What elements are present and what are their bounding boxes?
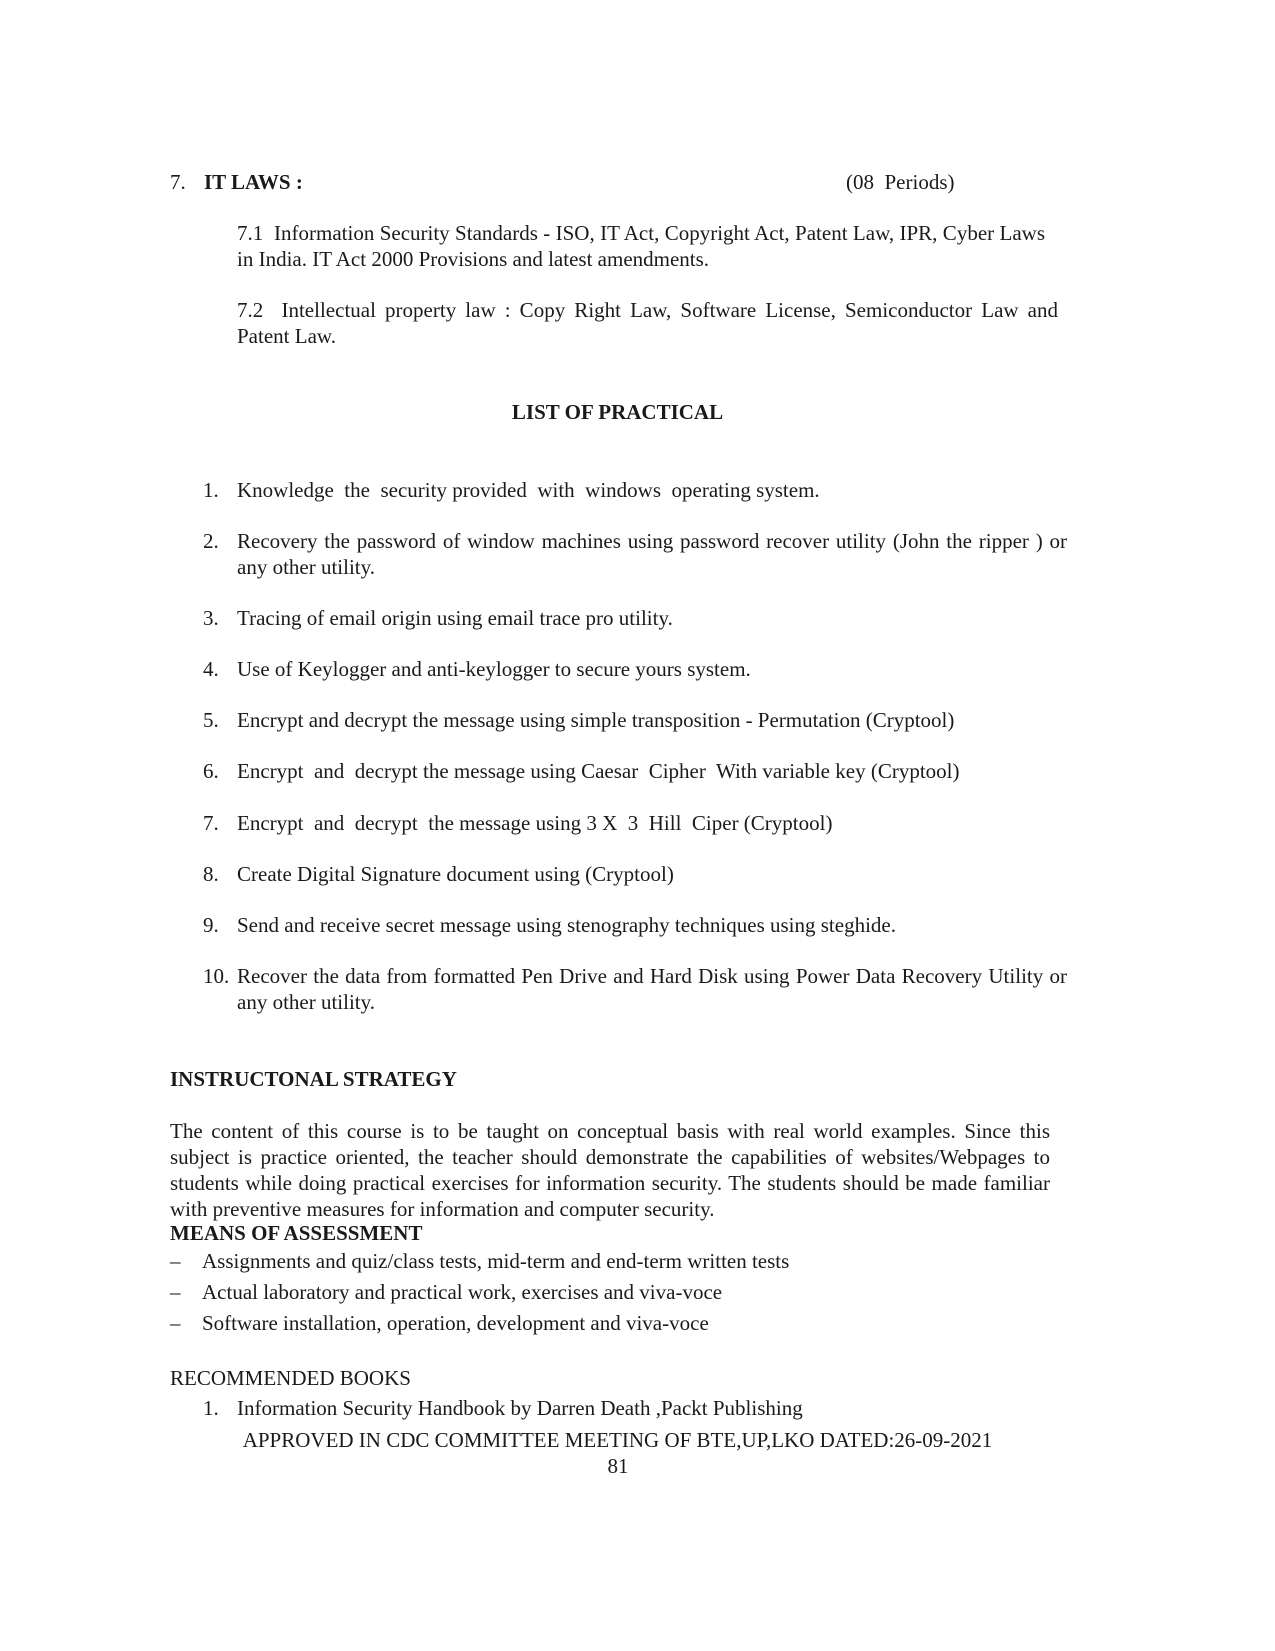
practicals-heading: LIST OF PRACTICAL	[511, 400, 724, 424]
page-number: 81	[607, 1454, 629, 1478]
subsection-number: 7.2	[237, 298, 264, 322]
practical-text: Encrypt and decrypt the message using simple transposition - Permutation (Cryptool)	[237, 708, 955, 732]
practical-number: 3.	[203, 606, 219, 630]
practical-text: Recover the data from formatted Pen Drive and Hard Disk using Power Data Recovery Utility or any other utility.	[237, 964, 1067, 1014]
assessment-text: Assignments and quiz/class tests, mid-term and end-term written tests	[202, 1249, 790, 1273]
bullet-dash: –	[170, 1249, 181, 1273]
assessment-heading: MEANS OF ASSESSMENT	[170, 1221, 423, 1245]
practical-text: Encrypt and decrypt the message using 3 X 3 Hill Ciper (Cryptool)	[237, 811, 833, 835]
subsection-number: 7.1	[237, 221, 264, 245]
practical-number: 1.	[203, 478, 219, 502]
section-periods: (08 Periods)	[846, 170, 955, 194]
subsection-text: Information Security Standards - ISO, IT Act, Copyright Act, Patent Law, IPR, Cyber Laws in India. IT Act 2000 Provisions and latest amendments.	[237, 221, 1045, 271]
practical-text: Knowledge the security provided with windows operating system.	[237, 478, 820, 502]
practical-text: Recovery the password of window machines using password recover utility (John the ripper ) or any other utility.	[237, 529, 1067, 579]
practical-text: Send and receive secret message using stenography techniques using steghide.	[237, 913, 896, 937]
practical-text: Use of Keylogger and anti-keylogger to secure yours system.	[237, 657, 751, 681]
subsection-7-2	[237, 297, 1058, 349]
bullet-dash: –	[170, 1280, 181, 1304]
practical-number: 10.	[203, 964, 230, 988]
practical-number: 4.	[203, 657, 219, 681]
practical-number: 8.	[203, 862, 219, 886]
practical-text: Tracing of email origin using email trace pro utility.	[237, 606, 673, 630]
books-heading: RECOMMENDED BOOKS	[170, 1366, 411, 1390]
practical-number: 7.	[203, 811, 219, 835]
strategy-heading: INSTRUCTONAL STRATEGY	[170, 1067, 457, 1091]
assessment-text: Software installation, operation, development and viva-voce	[202, 1311, 709, 1335]
practical-number: 2.	[203, 529, 219, 553]
book-text: Information Security Handbook by Darren Death ,Packt Publishing	[237, 1396, 803, 1420]
bullet-dash: –	[170, 1311, 181, 1335]
practical-text: Create Digital Signature document using (Cryptool)	[237, 862, 674, 886]
approval-footer: APPROVED IN CDC COMMITTEE MEETING OF BTE,UP,LKO DATED:26-09-2021	[242, 1428, 993, 1452]
section-number: 7.	[170, 170, 186, 194]
strategy-paragraph: The content of this course is to be taught on conceptual basis with real world examples. Since this subject is practice oriented, the teacher should demonstrate the capabilities of websites/Webpages to students while doing practical exercises for information security. The students should be made familiar with preventive measures for information and computer security.	[170, 1119, 1050, 1221]
subsection-7-1	[237, 220, 1045, 272]
practical-number: 9.	[203, 913, 219, 937]
practical-text: Encrypt and decrypt the message using Caesar Cipher With variable key (Cryptool)	[237, 759, 960, 783]
book-number: 1.	[203, 1396, 219, 1420]
practical-number: 6.	[203, 759, 219, 783]
subsection-text: Intellectual property law : Copy Right Law, Software License, Semiconductor Law and Patent Law.	[237, 298, 1058, 348]
assessment-text: Actual laboratory and practical work, exercises and viva-voce	[202, 1280, 723, 1304]
practical-number: 5.	[203, 708, 219, 732]
section-heading	[170, 169, 970, 195]
section-title: IT LAWS :	[204, 170, 303, 194]
